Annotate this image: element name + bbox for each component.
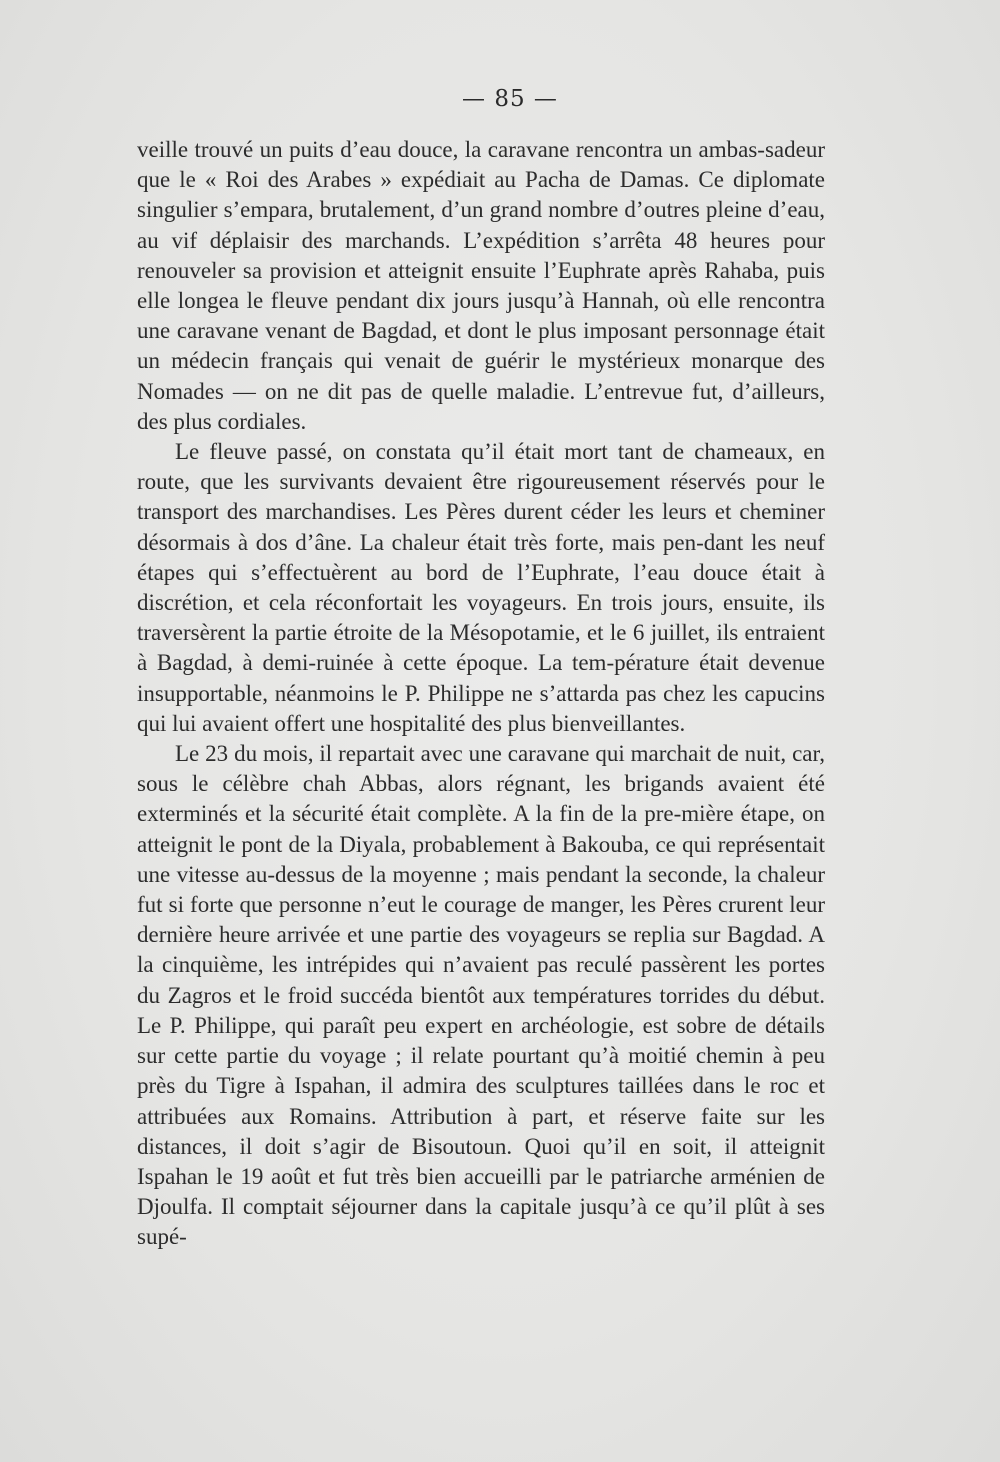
paragraph-1: veille trouvé un puits d’eau douce, la caravane rencontra un ambas-sadeur que le « Roi des Arabes » expédiait au Pacha de Damas. Ce diplomate singulier s’empara, brutalement, d’un grand nombre d’outres pleine d’eau, au vif déplaisir des marchands. L’expédition s’arrêta 48 heures pour renouveler sa provision et atteignit ensuite l’Euphrate après Rahaba, puis elle longea le fleuve pendant dix jours jusqu’à Hannah, où elle rencontra une caravane venant de Bagdad, et dont le plus imposant personnage était un médecin français qui venait de guérir le mystérieux monarque des Nomades — on ne dit pas de quelle maladie. L’entrevue fut, d’ailleurs, des plus cordiales. [137, 137, 825, 434]
body-text [137, 135, 825, 1253]
paragraph-2: Le fleuve passé, on constata qu’il était mort tant de chameaux, en route, que les survivants devaient être rigoureusement réservés pour le transport des marchandises. Les Pères durent céder les leurs et cheminer désormais à dos d’âne. La chaleur était très forte, mais pen-dant les neuf étapes qui s’effectuèrent au bord de l’Euphrate, l’eau douce était à discrétion, et cela réconfortait les voyageurs. En trois jours, ensuite, ils traversèrent la partie étroite de la Mésopotamie, et le 6 juillet, ils entraient à Bagdad, à demi-ruinée à cette époque. La tem-pérature était devenue insupportable, néanmoins le P. Philippe ne s’attarda pas chez les capucins qui lui avaient offert une hospitalité des plus bienveillantes. [137, 439, 825, 736]
paragraph-3: Le 23 du mois, il repartait avec une caravane qui marchait de nuit, car, sous le célèbre chah Abbas, alors régnant, les brigands avaient été exterminés et la sécurité était complète. A la fin de la pre-mière étape, on atteignit le pont de la Diyala, probablement à Bakouba, ce qui représentait une vitesse au-dessus de la moyenne ; mais pendant la seconde, la chaleur fut si forte que personne n’eut le courage de manger, les Pères crurent leur dernière heure arrivée et une partie des voyageurs se replia sur Bagdad. A la cinquième, les intrépides qui n’avaient pas reculé passèrent les portes du Zagros et le froid succéda bientôt aux températures torrides du début. Le P. Philippe, qui paraît peu expert en archéologie, est sobre de détails sur cette partie du voyage ; il relate pourtant qu’à moitié chemin à peu près du Tigre à Ispahan, il admira des sculptures taillées dans le roc et attribuées aux Romains. Attribution à part, et réserve faite sur les distances, il doit s’agir de Bisoutoun. Quoi qu’il en soit, il atteignit Ispahan le 19 août et fut très bien accueilli par le patriarche arménien de Djoulfa. Il comptait séjourner dans la capitale jusqu’à ce qu’il plût à ses supé- [137, 741, 825, 1250]
page-number: — 85 — [462, 86, 558, 112]
